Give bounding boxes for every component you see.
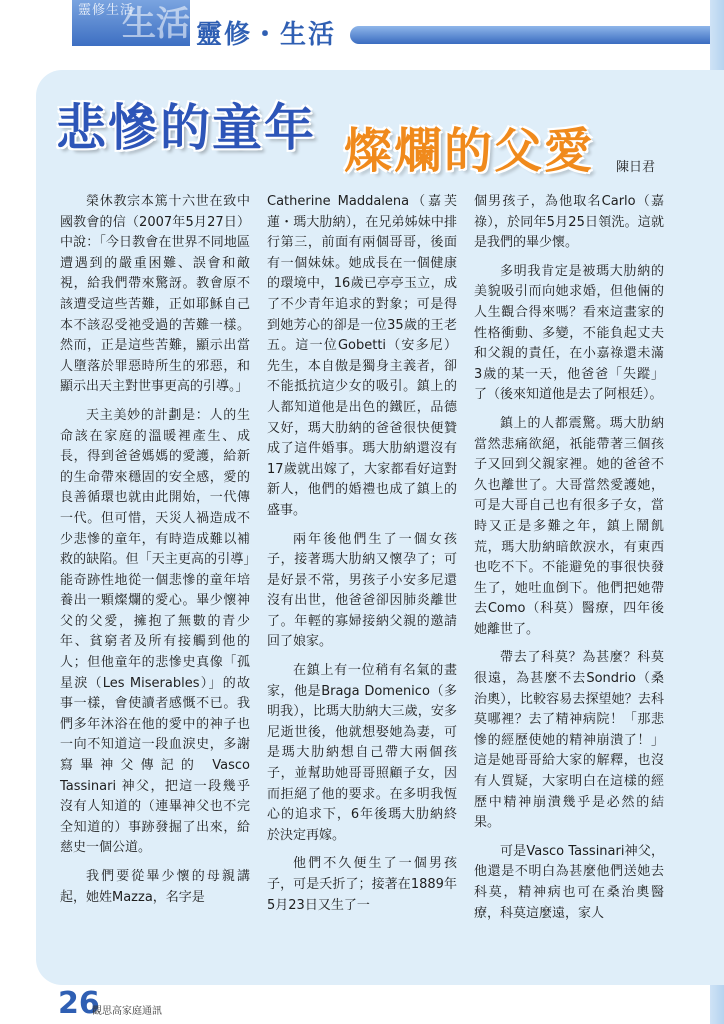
paragraph: 個男孩子，為他取名Carlo（嘉祿），於同年5月25日領洗。這就是我們的畢少懷。 bbox=[474, 194, 664, 251]
publication-name: 觀思高家庭通訊 bbox=[92, 1006, 162, 1017]
paragraph: 天主美妙的計劃是：人的生命該在家庭的溫暖裡產生、成長，得到爸爸媽媽的愛護，給新的生命帶來穩固的安全感，愛的良善循環也就由此開始，一代傳一代。但可惜，天災人禍造成不少悲慘的童年，有時造成難以補救的缺陷。但「天主更高的引導」能奇跡性地從一個悲慘的童年培養出一顆燦爛的愛心。畢少懷神父的父愛，擁抱了無數的青少年、貧窮者及所有接觸到他的人；但他童年的悲慘史真像「孤星淚（Les Miserables）」的故事一樣，會使讀者感慨不已。我們多年沐浴在他的愛中的神子也一向不知道這一段血淚史，多謝寫畢神父傳記的 Vasco Tassinari 神父，把這一段幾乎沒有人知道的（連畢神父也不完全知道的）事跡發掘了出來，給慈史一個公道。 bbox=[60, 407, 250, 856]
paragraph: 多明我肯定是被瑪大肋納的美貌吸引而向她求婚，但他倆的人生觀合得來嗎？看來這畫家的性格衝動、多變，不能負起丈夫和父親的責任，在小嘉祿還未滿3歲的某一天，他爸爸「失蹤」了（後來知道他是去了阿根廷）。 bbox=[474, 263, 664, 403]
text-column-1 bbox=[60, 192, 250, 916]
article-title-part1: 悲慘的童年 bbox=[56, 99, 316, 157]
paragraph: Catherine Maddalena（嘉芙蓮・瑪大肋納），在兄弟姊妹中排行第三，前面有兩個哥哥，後面有一個妹妹。她成長在一個健康的環境中，16歲已亭亭玉立，成了不少青年追求的對象；可是得到她芳心的卻是一位35歲的王老五。這一位Gobetti（安多尼）先生，本自傲是獨身主義者，卻不能抵抗這少女的吸引。鎮上的人都知道他是出色的鐵匠，品德又好，瑪大肋納的爸爸很快便贊成了這件婚事。瑪大肋納還沒有17歲就出嫁了，大家都看好這對新人，他們的婚禮也成了鎮上的盛事。 bbox=[267, 194, 457, 518]
page-number: 26 bbox=[58, 986, 100, 1021]
paragraph: 榮休教宗本篤十六世在致中國教會的信（2007年5月27日）中說：「今日教會在世界不同地區遭遇到的嚴重困難、誤會和敵視，給我們帶來驚訝。教會原不該遭受這些苦難，正如耶穌自己本不該忍受祂受過的苦難一樣。然而，正是這些苦難，顯示出當人墮落於罪惡時所生的邪惡，和顯示出天主對世事更高的引導。」 bbox=[60, 194, 250, 395]
article-author: 陳日君 bbox=[616, 160, 656, 175]
paragraph: 他們不久便生了一個男孩子，可是夭折了；接著在1889年5月23日又生了一 bbox=[267, 856, 457, 913]
logo-big-text: 生活 bbox=[122, 4, 190, 44]
paragraph: 在鎮上有一位稍有名氣的畫家，他是Braga Domenico（多明我），比瑪大肋納大三歲，安多尼逝世後，他就想娶她為妻，可是瑪大肋納想自己帶大兩個孩子，並幫助她哥哥照顧子女，因而拒絕了他的要求。在多明我恆心的追求下，6年後瑪大肋納終於決定再嫁。 bbox=[267, 663, 457, 843]
text-column-2 bbox=[267, 192, 457, 924]
paragraph: 我們要從畢少懷的母親講起，她姓Mazza，名字是 bbox=[60, 869, 250, 905]
section-title: 靈修・生活 bbox=[196, 20, 337, 50]
paragraph: 帶去了科莫？為甚麼？科莫很遠，為甚麼不去Sondrio（桑治奧），比較容易去探望她？去科莫哪裡？去了精神病院！「那悲慘的經歷使她的精神崩潰了！」這是她哥哥給大家的解釋，也沒有人質疑，大家明白在這樣的經歷中精神崩潰幾乎是必然的結果。 bbox=[474, 650, 664, 831]
header bbox=[0, 0, 724, 50]
article-title-part2: 燦爛的父愛 bbox=[344, 123, 595, 179]
logo-small-text: 靈修生活 bbox=[78, 3, 135, 18]
section-logo bbox=[72, 0, 190, 46]
paragraph: 兩年後他們生了一個女孩子，接著瑪大肋納又懷孕了；可是好景不常，男孩子小安多尼還沒有出世，他爸爸卻因肺炎離世了。年輕的寡婦接納父親的邀請回了娘家。 bbox=[267, 531, 457, 650]
text-column-3 bbox=[474, 192, 664, 932]
header-decorative-bar bbox=[350, 26, 724, 44]
paragraph: 可是Vasco Tassinari神父，他還是不明白為甚麼他們送她去科莫，精神病也可在桑治奧醫療，科莫這麼遠，家人 bbox=[474, 843, 664, 921]
paragraph: 鎮上的人都震驚。瑪大肋納當然悲痛欲絕，祇能帶著三個孩子又回到父親家裡。她的爸爸不久也離世了。大哥當然愛護她，可是大哥自己也有很多子女，當時又正是多難之年，鎮上鬧飢荒，瑪大肋納暗飲淚水，有東西也吃不下。不能避免的事很快發生了，她吐血倒下。他們把她帶去Como（科莫）醫療，四年後她離世了。 bbox=[474, 415, 664, 637]
